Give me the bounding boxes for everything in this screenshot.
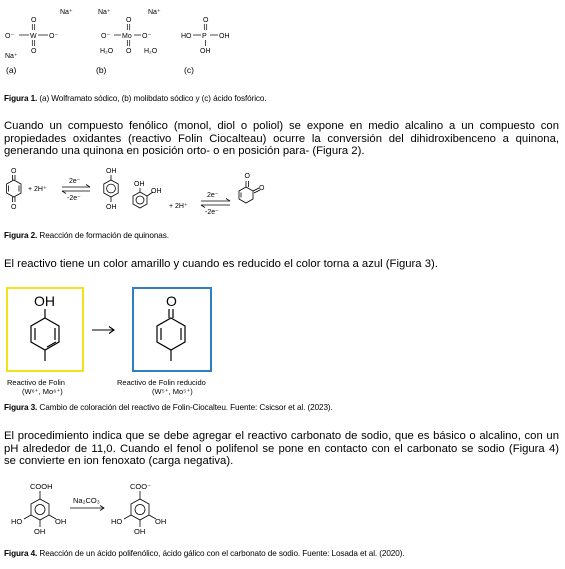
acid-ho-left: HO: [11, 517, 23, 526]
quinone-top-o: O: [11, 168, 17, 175]
figure-3-caption-label: Figura 3.: [4, 403, 38, 412]
na-ion-b2: Na⁺: [148, 9, 161, 16]
oh-bottom-c: OH: [200, 48, 211, 55]
anion-ho-left: HO: [111, 517, 123, 526]
reagent-label: Na₂CO₃: [73, 496, 100, 505]
oxidized-label: Reactivo de Folin: [7, 378, 65, 387]
figure-4-gallic-acid-reaction: [0, 480, 200, 548]
electrons-fwd-2: 2e⁻: [207, 192, 219, 199]
p-center: P: [202, 33, 207, 40]
figure-1-caption-text: (a) Wolframato sódico, (b) molibdato sódico y (c) ácido fosfórico.: [37, 94, 267, 103]
figure-3-caption-text: Cambio de coloración del reactivo de Folin-Ciocalteu. Fuente: Csicsor et al. (2023).: [37, 403, 333, 412]
electrons-rev-2: -2e⁻: [205, 209, 219, 216]
figure-2-caption-label: Figura 2.: [4, 231, 38, 240]
plus-2h-2: + 2H⁺: [169, 203, 188, 210]
o-minus-left-b: O⁻: [101, 33, 111, 40]
paragraph-2-line-1: El reactivo tiene un color amarillo y cuando es reducido el color torna a azul (Figura 3).: [4, 258, 438, 270]
paragraph-3: [4, 430, 559, 468]
oxidized-ions: (W⁶⁺, Mo⁶⁺): [22, 387, 63, 396]
label-a: (a): [6, 65, 17, 75]
hydroquinone-top-oh: OH: [106, 168, 117, 175]
paragraph-3-line-1: El procedimiento indica que se debe agregar el reactivo carbonato de sodio, que es básico o alcalino, con un: [4, 430, 559, 442]
oh-right-c: OH: [219, 33, 230, 40]
o-quinone-o-1: O: [244, 173, 250, 180]
electrons-rev-1: -2e⁻: [67, 195, 81, 202]
o-quinone-o-2: O: [259, 185, 265, 192]
catechol-oh-2: OH: [151, 188, 162, 195]
plus-2h-1: + 2H⁺: [28, 186, 47, 193]
mo-center: Mo: [122, 33, 132, 40]
figure-2-caption-text: Reacción de formación de quinonas.: [37, 231, 169, 240]
oxygen-top-b: O: [126, 17, 132, 24]
label-c: (c): [184, 65, 194, 75]
figure-2-quinone-reaction: [0, 163, 340, 223]
figure-2-caption: [4, 231, 169, 240]
acid-group: COOH: [30, 482, 53, 491]
water-b1: H₂O: [100, 48, 114, 55]
quinone-bottom-o: O: [11, 204, 17, 211]
anion-group: COO⁻: [130, 482, 152, 491]
figure-3-folin-color-change: [0, 284, 260, 402]
ho-left-c: HO: [181, 33, 192, 40]
na-ion-a1: Na⁺: [60, 9, 73, 16]
paragraph-1-line-3: generando una quinona en posición orto- o en posición para- (Figura 2).: [4, 145, 365, 158]
electrons-fwd-1: 2e⁻: [69, 178, 81, 185]
paragraph-1: [4, 120, 559, 158]
label-b: (b): [96, 65, 107, 75]
figure-4-caption-text: Reacción de un ácido polifenólico, ácido gálico con el carbonato de sodio. Fuente: Losada et al. (2020).: [37, 549, 405, 558]
oxygen-top-a: O: [31, 17, 37, 24]
acid-oh-right: OH: [55, 517, 67, 526]
figure-4-caption: [4, 549, 405, 558]
reduced-label: Reactivo de Folin reducido: [117, 378, 206, 387]
paragraph-1-line-1: Cuando un compuesto fenólico (monol, diol o poliol) se expone en medio alcalino a un compuesto con: [4, 120, 559, 132]
water-b2: H₂O: [144, 48, 158, 55]
paragraph-1-line-2: propiedades oxidantes (reactivo Folin Ciocalteau) ocurre la conversión del dihidroxibenceno a quinona,: [4, 132, 559, 145]
o-minus-left-a: O⁻: [5, 33, 15, 40]
w-center: W: [30, 33, 37, 40]
na-ion-b1: Na⁺: [98, 9, 111, 16]
figure-4-caption-label: Figura 4.: [4, 549, 38, 558]
acid-oh-bottom: OH: [34, 527, 46, 536]
paragraph-3-line-3: se convierte en ion fenoxato (carga negativa).: [4, 455, 234, 468]
oxidized-group: OH: [34, 293, 55, 309]
paragraph-2: [4, 258, 559, 271]
o-minus-right-b: O⁻: [142, 33, 152, 40]
reduced-group: O: [166, 293, 177, 309]
paragraph-3-line-2: pH alrededor de 11,0. Cuando el fenol o polifenol se pone en contacto con el carbonato se sodio (Figura 4): [4, 442, 559, 455]
oxygen-bottom-b: O: [126, 48, 132, 55]
reduced-ions: (W⁵⁺, Mo⁵⁺): [152, 387, 193, 396]
oxygen-bottom-a: O: [31, 48, 37, 55]
anion-oh-bottom: OH: [134, 527, 146, 536]
hydroquinone-bottom-oh: OH: [106, 204, 117, 211]
oxygen-top-c: O: [203, 17, 209, 24]
figure-1-structures: [0, 0, 300, 84]
figure-1-caption-label: Figura 1.: [4, 94, 38, 103]
figure-3-caption: [4, 403, 333, 412]
o-minus-right-a: O⁻: [49, 33, 59, 40]
na-ion-a2: Na⁺: [5, 53, 18, 60]
figure-1-caption: [4, 94, 267, 103]
anion-oh-right: OH: [155, 517, 167, 526]
catechol-oh-1: OH: [134, 181, 145, 188]
